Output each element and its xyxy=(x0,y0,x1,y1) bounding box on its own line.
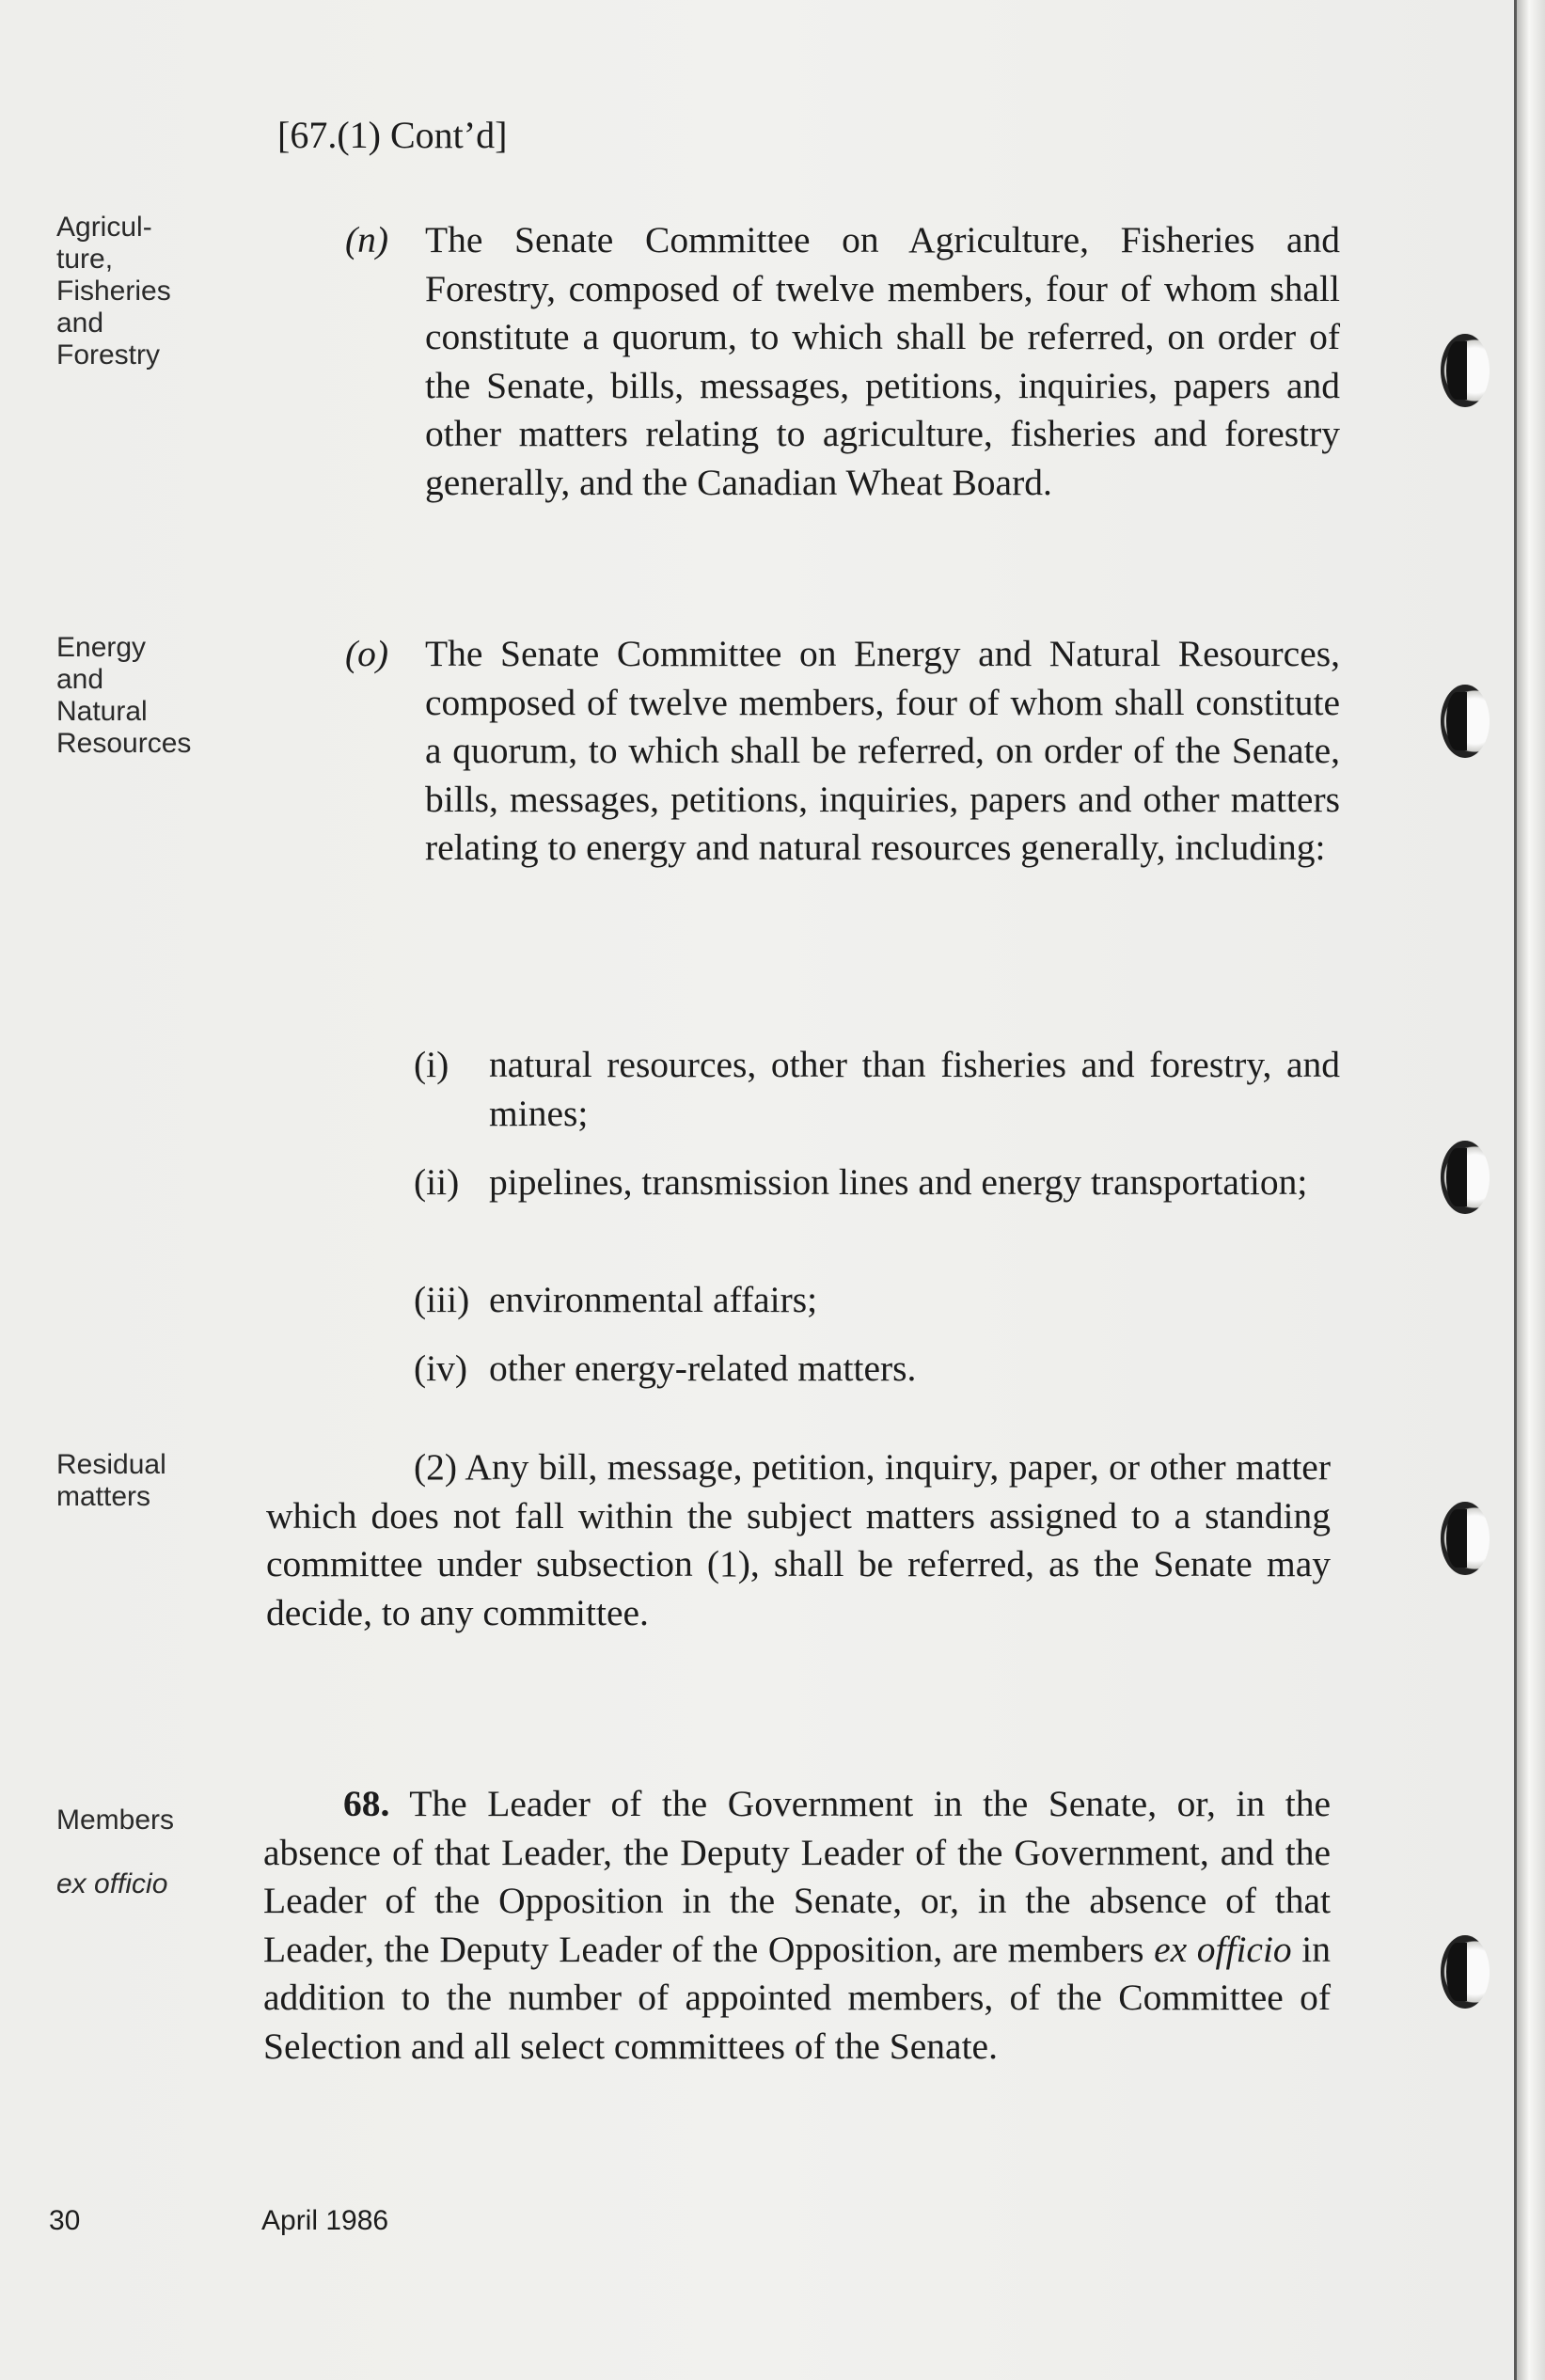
section-heading: [67.(1) Cont’d] xyxy=(277,114,508,156)
subitem-i-text: natural resources, other than fisheries and forestry, and mines; xyxy=(489,1044,1340,1134)
binder-hole-icon xyxy=(1441,685,1490,758)
paragraph-n xyxy=(345,216,1340,507)
subitem-ii-text: pipelines, transmission lines and energy transportation; xyxy=(489,1161,1308,1203)
paragraph-68-number: 68. xyxy=(343,1783,390,1824)
paragraph-o-label: (o) xyxy=(345,633,389,674)
subitem-iv-text: other energy-related matters. xyxy=(489,1348,917,1389)
paragraph-2 xyxy=(266,1443,1331,1637)
page-number: 30 xyxy=(49,2205,81,2236)
binder-hole-icon xyxy=(1441,1502,1490,1575)
subitem-iv-number: (iv) xyxy=(414,1348,468,1389)
subitem-iii xyxy=(414,1276,1340,1325)
subitem-i-number: (i) xyxy=(414,1044,449,1085)
paragraph-68-italic: ex officio xyxy=(1154,1928,1292,1970)
paragraph-n-text: The Senate Committee on Agriculture, Fisheries and Forestry, composed of twelve members, four of whom shall constitute a quorum, to which shall be referred, on order of the Senate, bills, messages, petitions, inquiries, papers and other matters relating to agriculture, fisheries and forestry generally, and the Canadian Wheat Board. xyxy=(425,219,1340,503)
subitem-iv xyxy=(414,1345,1340,1394)
paragraph-2-label: (2) xyxy=(414,1446,458,1488)
margin-note-residual: Residual matters xyxy=(56,1449,166,1512)
margin-note-members-label: Members xyxy=(56,1805,175,1836)
subitem-iii-number: (iii) xyxy=(414,1279,470,1320)
margin-note-agriculture: Agricul- ture, Fisheries and Forestry xyxy=(56,212,171,370)
margin-note-members xyxy=(56,1773,244,1900)
paragraph-o xyxy=(345,630,1340,873)
subitem-ii xyxy=(414,1158,1340,1207)
margin-note-ex-officio: ex officio xyxy=(56,1868,168,1899)
subitem-iii-text: environmental affairs; xyxy=(489,1279,818,1320)
binder-hole-icon xyxy=(1441,1141,1490,1214)
subitem-ii-number: (ii) xyxy=(414,1161,460,1203)
binder-hole-icon xyxy=(1441,334,1490,407)
paragraph-68 xyxy=(263,1780,1331,2071)
binder-edge xyxy=(1514,0,1545,2380)
footer-date: April 1986 xyxy=(261,2205,389,2236)
subitem-i xyxy=(414,1041,1340,1138)
margin-note-energy: Energy and Natural Resources xyxy=(56,632,192,759)
paragraph-o-text: The Senate Committee on Energy and Natural Resources, composed of twelve members, four of whom shall constitute a quorum, to which shall be referred, on order of the Senate, bills, messages, petitions, inquiries, papers and other matters relating to energy and natural resources generally, including: xyxy=(425,633,1340,868)
paragraph-68-text-after: in addition to the number of appointed members, of the Committee of Selection and all select committees of the Senate. xyxy=(263,1928,1332,2067)
binder-hole-icon xyxy=(1441,1935,1490,2009)
paragraph-n-label: (n) xyxy=(345,219,389,260)
paragraph-2-text: Any bill, message, petition, inquiry, paper, or other matter which does not fall within the subject matters assigned to a standing committee under subsection (1), shall be referred, as the Senate may decide, to any committee. xyxy=(266,1446,1331,1633)
paragraph-68-text-before: The Leader of the Government in the Senate, or, in the absence of that Leader, the Deputy Leader of the Government, and the Leader of the Opposition in the Senate, or, in the absence of that Leader, the Deputy Leader of the Opposition, are members xyxy=(263,1783,1331,1970)
